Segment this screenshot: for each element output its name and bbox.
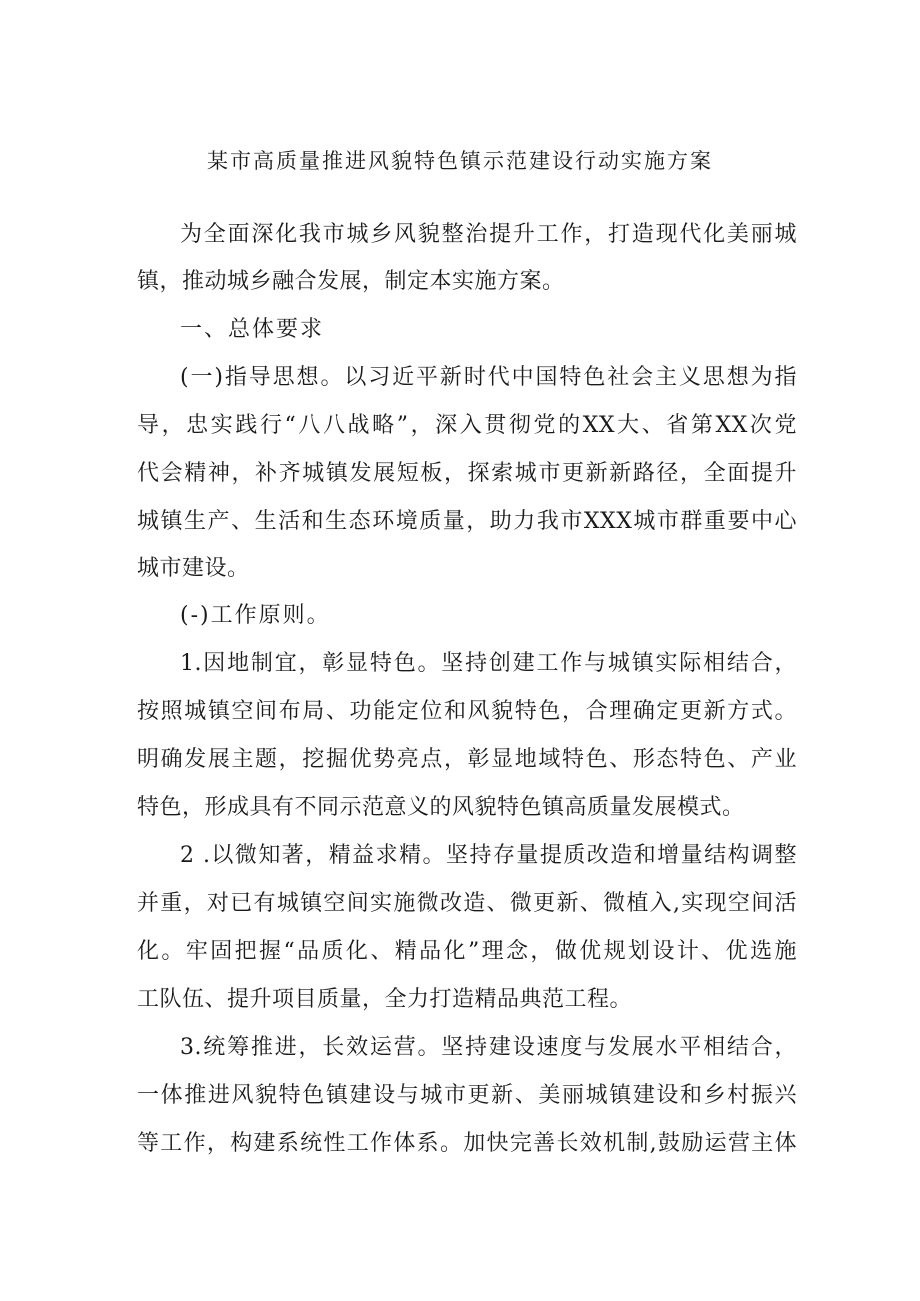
paragraph-line: 城镇生产、生活和生态环境质量，助力我市XXX城市群重要中心 <box>137 509 797 534</box>
paragraph-line: 并重，对已有城镇空间实施微改造、微更新、微植入,实现空间活 <box>137 891 797 916</box>
subsection-heading: (-)工作原则。 <box>180 603 331 628</box>
paragraph-line: 一体推进风貌特色镇建设与城市更新、美丽城镇建设和乡村振兴 <box>137 1083 797 1108</box>
paragraph-line: 化。牢固把握“品质化、精品化”理念，做优规划设计、优选施 <box>137 939 797 964</box>
paragraph-line: 明确发展主题，挖掘优势亮点，彰显地域特色、形态特色、产业 <box>137 747 797 772</box>
paragraph-line: 3.统筹推进，长效运营。坚持建设速度与发展水平相结合， <box>180 1035 797 1060</box>
intro-paragraph-line: 为全面深化我市城乡风貌整治提升工作，打造现代化美丽城 <box>180 222 797 247</box>
intro-paragraph-line: 镇，推动城乡融合发展，制定本实施方案。 <box>137 269 565 294</box>
paragraph-line: 1.因地制宜，彰显特色。坚持创建工作与城镇实际相结合， <box>180 651 797 676</box>
document-title: 某市高质量推进风貌特色镇示范建设行动实施方案 <box>207 149 713 173</box>
paragraph-line: 按照城镇空间布局、功能定位和风貌特色，合理确定更新方式。 <box>137 699 797 724</box>
paragraph-line: 城市建设。 <box>137 556 250 581</box>
section-heading: 一、总体要求 <box>180 317 325 342</box>
paragraph-line: 代会精神，补齐城镇发展短板，探索城市更新新路径，全面提升 <box>137 461 797 486</box>
paragraph-line: 工队伍、提升项目质量，全力打造精品典范工程。 <box>137 987 633 1012</box>
paragraph-line: (一)指导思想。以习近平新时代中国特色社会主义思想为指 <box>180 365 797 390</box>
paragraph-line: 导，忠实践行“八八战略”，深入贯彻党的XX大、省第XX次党 <box>137 413 797 438</box>
paragraph-line: 等工作，构建系统性工作体系。加快完善长效机制,鼓励运营主体 <box>137 1131 797 1156</box>
paragraph-line: 2 .以微知著，精益求精。坚持存量提质改造和增量结构调整 <box>180 843 797 868</box>
paragraph-line: 特色，形成具有不同示范意义的风貌特色镇高质量发展模式。 <box>137 795 745 820</box>
